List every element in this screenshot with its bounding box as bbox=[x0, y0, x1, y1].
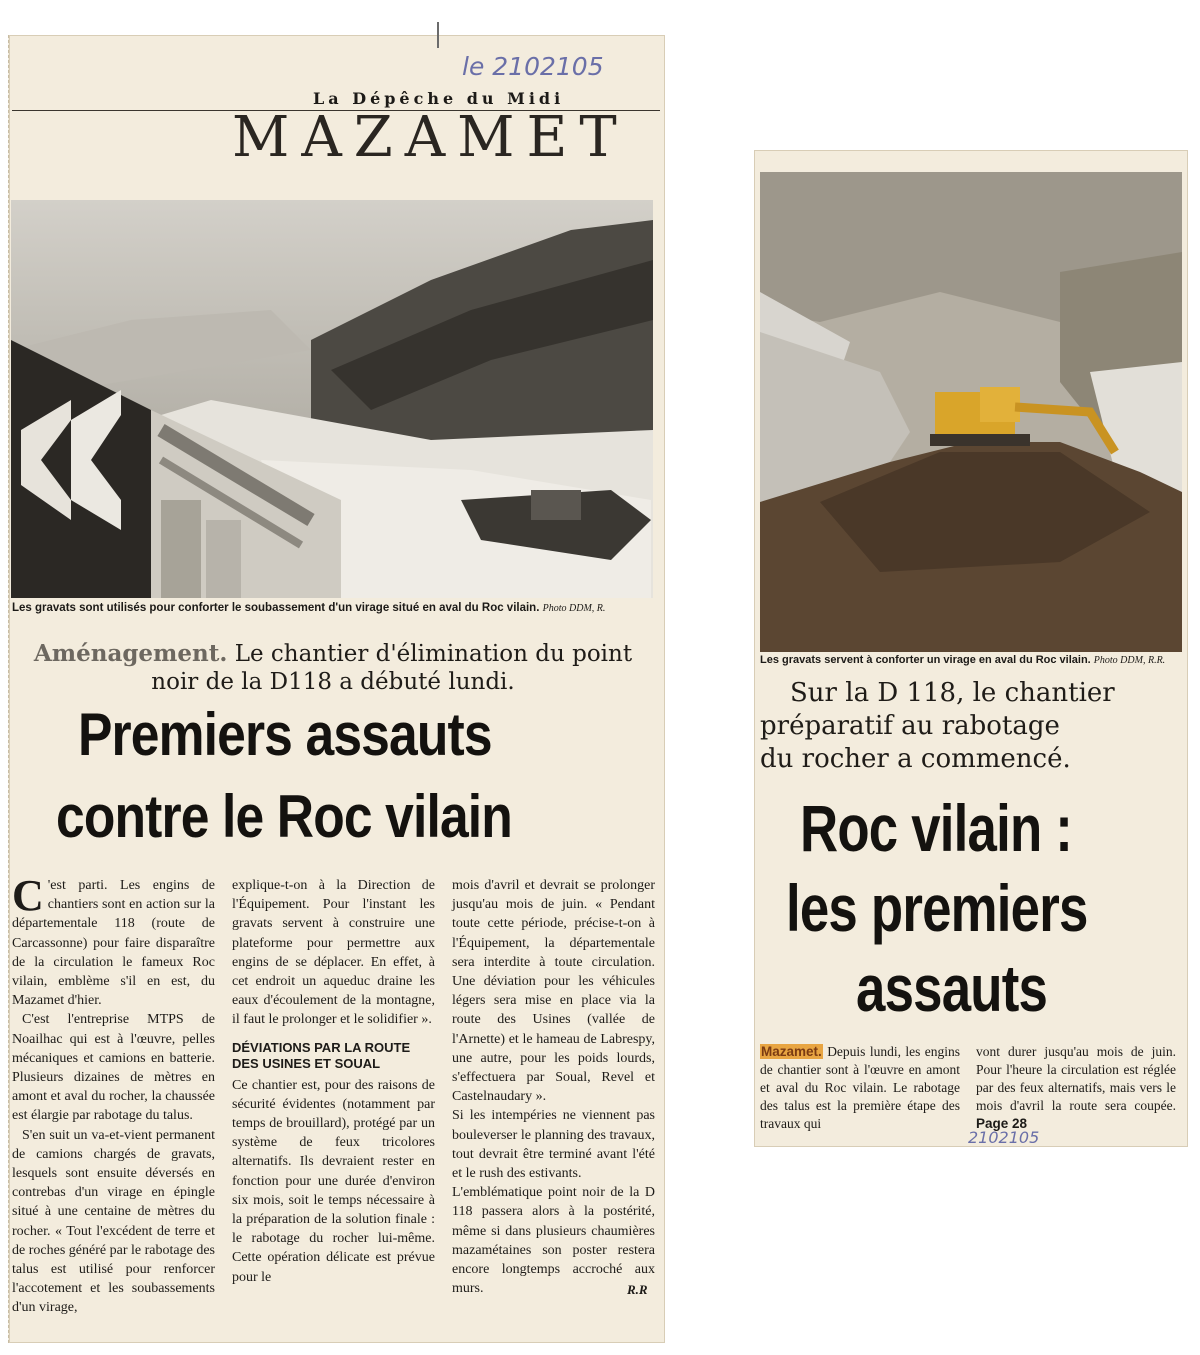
col3-paragraph-2: Si les intempéries ne viennent pas bouleverser le planning des travaux, tout devrait être terminé avant l'été et le rush des estivants. bbox=[452, 1108, 655, 1182]
left-column-2 bbox=[232, 876, 435, 1287]
left-column-1 bbox=[12, 871, 215, 1318]
right-caption-text: Les gravats servent à conforter un virage en aval du Roc vilain. bbox=[760, 654, 1091, 666]
left-caption-text: Les gravats sont utilisés pour conforter le soubassement d'un virage situé en aval du Roc vilain. bbox=[12, 602, 540, 614]
left-kicker-text: Le chantier d'élimination du point noir de la D118 a débuté lundi. bbox=[151, 641, 633, 695]
right-kicker-line2: préparatif au rabotage bbox=[760, 711, 1060, 741]
left-headline-line2: contre le Roc vilain bbox=[56, 783, 512, 850]
right-kicker-line3: du rocher a commencé. bbox=[760, 744, 1071, 774]
right-kicker-line1: Sur la D 118, le chantier bbox=[790, 678, 1115, 708]
dropcap: C bbox=[12, 871, 44, 920]
right-photo-scene bbox=[760, 172, 1182, 652]
left-headline-line1: Premiers assauts bbox=[78, 701, 492, 768]
col2-paragraph-2: Ce chantier est, pour des raisons de sécurité évidentes (notamment par temps de brouillard), protégé par un système de feux tricolores alternatifs. Ils devraient rester en fonction pour une durée d'environ six mois, soit le temps nécessaire à la préparation de la solution finale : le rabotage du rocher lui-même. Cette opération délicate est prévue pour le bbox=[232, 1077, 435, 1285]
right-photo bbox=[760, 172, 1182, 652]
right-photo-caption bbox=[760, 653, 1180, 668]
col1-paragraph-3: S'en suit un va-et-vient permanent de camions chargés de gravats, lesquels sont ensuite déversés en contrebas d'un virage en épingle situé à une centaine de mètres du rocher. « Tout l'excédent de terre et de roches généré par le rabotage des talus est utilisé pour renforcer l'accotement et les soubassements d'un virage, bbox=[12, 1127, 215, 1316]
col3-paragraph-3: L'emblématique point noir de la D 118 passera alors à la postérité, même si dans plusieurs chaumières mazamétaines son poster restera encore longtemps accroché aux murs. bbox=[452, 1185, 655, 1297]
right-place: Mazamet. bbox=[761, 1044, 822, 1059]
masthead-newspaper: La Dépêche du Midi bbox=[313, 89, 565, 108]
left-kicker bbox=[28, 640, 638, 696]
right-caption-credit: Photo DDM, R.R. bbox=[1093, 655, 1166, 666]
right-headline-line2: les premiers bbox=[786, 871, 1088, 945]
right-col2-text: vont durer jusqu'au mois de juin. Pour l'heure la circulation est réglée par des feux alternatifs, mais vers le mois d'avril la route sera coupée. bbox=[976, 1044, 1176, 1113]
col2-subhead: DÉVIATIONS PAR LA ROUTE DES USINES ET SOUAL bbox=[232, 1039, 411, 1071]
left-photo-scene bbox=[11, 200, 653, 598]
pencil-mark bbox=[437, 22, 439, 48]
col2-paragraph-1: explique-t-on à la Direction de l'Équipement. Pour l'instant les gravats servent à construire une plateforme pour permettre aux engins de se déplacer. En effet, à cet endroit un aqueduc draine les eaux d'écoulement de la montagne, il faut le prolonger et le solidifier ». bbox=[232, 878, 435, 1028]
handwritten-date-bottom: 2102105 bbox=[968, 1128, 1040, 1147]
right-column-1 bbox=[760, 1043, 960, 1133]
page-reference: Page 28 bbox=[976, 1116, 1028, 1131]
left-photo bbox=[11, 200, 653, 598]
left-column-3 bbox=[452, 876, 655, 1298]
left-signature: R.R bbox=[627, 1282, 648, 1297]
left-caption-credit: Photo DDM, R. bbox=[542, 603, 606, 614]
left-photo-caption bbox=[12, 601, 652, 616]
masthead-town: MAZAMET bbox=[232, 105, 629, 170]
left-kicker-keyword: Aménagement. bbox=[33, 640, 228, 667]
handwritten-date-top: le 2102105 bbox=[462, 52, 604, 81]
col1-paragraph-2: C'est l'entreprise MTPS de Noailhac qui est à l'œuvre, pelles mécaniques et camions en batterie. Plusieurs dizaines de mètres en amont et aval du rocher, la chaussée est élargie par rabotage du talus. bbox=[12, 1012, 215, 1124]
right-column-2 bbox=[976, 1043, 1176, 1133]
right-headline-line1: Roc vilain : bbox=[800, 791, 1073, 865]
col1-paragraph-1: 'est parti. Les engins de chantiers sont en action sur la départementale 118 (route de Carcassonne) pour faire disparaître de la circulation le fameux Roc vilain, emblème s'il en est, du Mazamet d'hier. bbox=[12, 878, 215, 1009]
col3-paragraph-1: mois d'avril et devrait se prolonger jusqu'au mois de juin. « Pendant toute cette période, précise-t-on à l'Équipement, la départementale sera interdite à toute circulation. Une déviation pour les véhicules légers sera mise en place via la route des Usines (vallée de l'Arnette) et le hameau de Labrespy, une autre, pour les poids lourds, s'effectuera par Soual, Revel et Castelnaudary ». bbox=[452, 878, 655, 1105]
right-headline-line3: assauts bbox=[856, 951, 1048, 1025]
right-col1-text: Depuis lundi, les engins de chantier sont à l'œuvre en amont et aval du Roc vilain. Le rabotage des talus est la première étape des travaux qui bbox=[760, 1044, 960, 1131]
